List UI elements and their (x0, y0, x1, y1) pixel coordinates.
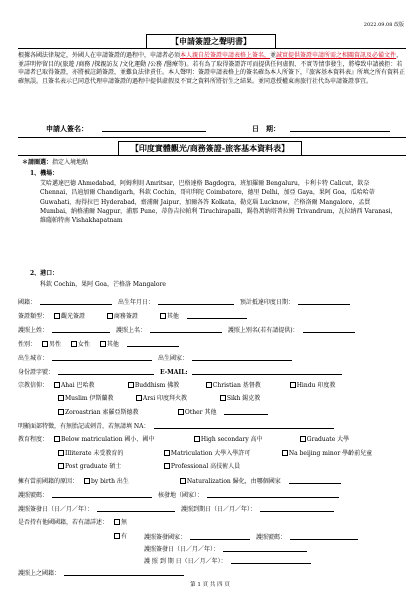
education-checkbox[interactable] (300, 436, 306, 442)
name-row: 護照上姓： 護照上名： 護照上別名(若有請提供)： (18, 326, 359, 334)
visible-marks-field[interactable] (154, 422, 334, 429)
female-checkbox[interactable] (71, 341, 77, 347)
date-line[interactable] (290, 125, 390, 132)
other-visa-checkbox[interactable] (160, 313, 166, 319)
other-gender-field[interactable] (127, 340, 179, 347)
id-number-field[interactable] (58, 368, 154, 375)
page-number: 第 1 頁 共 四 頁 (190, 582, 230, 588)
other-issue-country-field[interactable] (190, 533, 250, 540)
religion-checkbox[interactable] (54, 382, 60, 388)
other-religion-field[interactable] (224, 408, 268, 415)
male-checkbox[interactable] (42, 341, 48, 347)
education-checkbox[interactable] (194, 436, 200, 442)
entry-point-row: ＊請圈選：指定入境地點 (22, 159, 89, 166)
religion-checkbox[interactable] (136, 395, 142, 401)
divider (18, 137, 406, 138)
other-expiry-date-field[interactable] (231, 557, 311, 564)
religion-checkbox[interactable] (58, 409, 64, 415)
religion-row-2: Muslim 伊斯蘭教 Arsi 印度拜火教 Sikh 錫克教 (58, 395, 268, 402)
other-name-field[interactable] (303, 326, 355, 333)
other-passport-number-field[interactable] (290, 533, 358, 540)
declaration-paragraph: 根據各國法律規定，外國人在申請簽證的過程中，申請者必須本人親自於簽證申請表格上簽名，並誠實提供簽證申請所需之相關資訊及必備文件，並詳明停留目的(旅遊 /商務 /探親訪友 /文化運動 /公務 /醫療等)。若有為了取得簽證許可而提供任何虛假、不實等情事發生，將導致申請被拒：若申請者已取得簽證，亦將被註銷簽證，並難負法律責任。本人聲明：簽證申請表格上的簽名確為本人所簽下，『旅客基本資料表』所填之所有資料正確無誤。且簽名表示已同意代理申請簽證的過程中提供虛假及不實之資料所將衍生之結果。並同意授權東南旅行社代為申請簽證事宜。 (18, 52, 406, 85)
education-row-3: Post graduate 碩士 Professional 高技術人員 (58, 463, 248, 470)
nationality-reason-row: 擁有當前國籍的原因： by birth 出生 Naturalization 歸化，由哪個國家 (18, 477, 345, 485)
passport-dates-row: 護照簽發日（日／月／年）： 護照到期日（日／月／年）： (18, 505, 338, 513)
education-row-1: 教育程度： Below matriculation 國小、國中 High secondary 高中 Graduate 大學 (18, 436, 350, 443)
religion-checkbox[interactable] (58, 395, 64, 401)
religion-checkbox[interactable] (220, 395, 226, 401)
birth-city-row: 出生城市： 出生國家： (18, 354, 296, 362)
other-visa-field[interactable] (187, 312, 247, 319)
other-passport-detail-2: 護照簽發日（日／月／年）： (144, 545, 311, 553)
by-birth-checkbox[interactable] (84, 478, 90, 484)
visa-category-row: 簽證類型： 觀光簽證 商務簽證 其他 (18, 312, 251, 320)
birth-country-field[interactable] (192, 354, 292, 361)
other-gender-checkbox[interactable] (100, 341, 106, 347)
birth-date-field[interactable] (158, 298, 234, 305)
education-checkbox[interactable] (282, 450, 288, 456)
education-checkbox[interactable] (58, 463, 64, 469)
declaration-title: 【申請簽證之聲明書】 (146, 34, 276, 49)
tourist-checkbox[interactable] (54, 313, 60, 319)
expiry-date-field[interactable] (260, 505, 334, 512)
education-checkbox[interactable] (164, 463, 170, 469)
education-checkbox[interactable] (54, 436, 60, 442)
issue-date-field[interactable] (97, 505, 175, 512)
birth-city-field[interactable] (52, 354, 152, 361)
religion-checkbox[interactable] (290, 382, 296, 388)
religion-checkbox[interactable] (206, 382, 212, 388)
education-checkbox[interactable] (58, 450, 64, 456)
divider (18, 48, 406, 49)
other-issue-date-field[interactable] (223, 545, 307, 552)
passport-number-field[interactable] (52, 491, 152, 498)
religion-row-1: 宗教信仰： Ahai 巴哈教 Buddhism 佛教 Christian 基督教 Hindu 印度教 (18, 382, 336, 389)
given-name-field[interactable] (150, 326, 222, 333)
issue-place-field[interactable] (207, 491, 339, 498)
other-passport-detail-1: 護照簽發國家： 護照號碼： (144, 533, 362, 541)
arrival-date-field[interactable] (298, 298, 350, 305)
business-checkbox[interactable] (107, 313, 113, 319)
applicant-signature-label: 申請人簽名： (46, 124, 88, 133)
naturalization-country-field[interactable] (289, 477, 341, 484)
visible-marks-row: 明顯面部特徵，有無胎記或刺青，若無請填 NA： (18, 422, 338, 430)
yes-other-passport-checkbox[interactable] (114, 533, 120, 539)
no-other-passport-checkbox[interactable] (114, 519, 120, 525)
id-email-row: 身份證字號： E-MAIL: (18, 368, 346, 376)
gender-row: 性別： 男性 女性 其他 (18, 340, 183, 348)
education-row-2: Illiterate 未受教育的 Matriculation 大學入學許可 Na beijing minor 學齡前兒童 (58, 450, 380, 457)
passport-nationality-row: 護照上之國籍： (18, 569, 188, 577)
other-passport-row: 是否持有他國國籍，若有請詳述： 無 (18, 519, 127, 526)
passport-row: 護照號碼： 核發地（國家）： (18, 491, 343, 499)
religion-checkbox[interactable] (128, 382, 134, 388)
divider (18, 155, 406, 156)
yes-other-passport: 有 (114, 533, 127, 540)
naturalization-checkbox[interactable] (180, 478, 186, 484)
religion-checkbox[interactable] (178, 409, 184, 415)
date-label: 日 期： (252, 124, 280, 133)
ports-list: 科欽 Cochin，果阿 Goa，芒格洛 Mangalore (40, 281, 166, 288)
email-field[interactable] (192, 368, 342, 375)
passport-nationality-field[interactable] (64, 569, 184, 576)
nationality-field[interactable] (40, 298, 112, 305)
nationality-row: 國籍： 出生年月日： 預計抵達印度日期： (18, 298, 354, 306)
surname-field[interactable] (52, 326, 110, 333)
applicant-signature-line[interactable] (102, 125, 206, 132)
airports-label: 1、機場： (30, 170, 59, 177)
education-checkbox[interactable] (164, 450, 170, 456)
airports-list: 艾哈邁達巴德 Ahmedabad，阿姆利則 Amritsar，巴格達格 Bagdogra，班加羅爾 Bengaluru，卡利卡特 Calicut，欽奈 Chennai，昌迪加爾 Chandigarh，科欽 Cochin，哥印拜陀 Coimbatore，德里 Delhi，加亞 Gaya，果阿 Goa，瓜哈哈蒂 Guwahati，海得拉巴 Hyderabad，齋浦爾 Jaipur，加爾各答 Kolkata，勒克瑙 Lucknow，芒格洛爾 Mangalore，孟買 Mumbai，納格浦爾 Nagpur，浦那 Pune，蒂魯吉拉帕利 Tiruchirapalli，錫魯萬納塔普拉姆 Trivandrum，瓦拉納西 Varanasi，維薩帕特南 Vishakhapatnam (40, 180, 397, 225)
revision-date: 2022.09.08 改版 (363, 22, 404, 28)
form-title: 【印度實體觀光/商務簽證-旅客基本資料表】 (118, 141, 302, 156)
other-passport-detail-3: 護 照 到 期 日（日／月／年）： (144, 557, 315, 565)
ports-label: 2、港口： (30, 270, 59, 277)
religion-row-3: Zoroastrian 索羅亞斯德教 Other 其他 (58, 408, 272, 416)
